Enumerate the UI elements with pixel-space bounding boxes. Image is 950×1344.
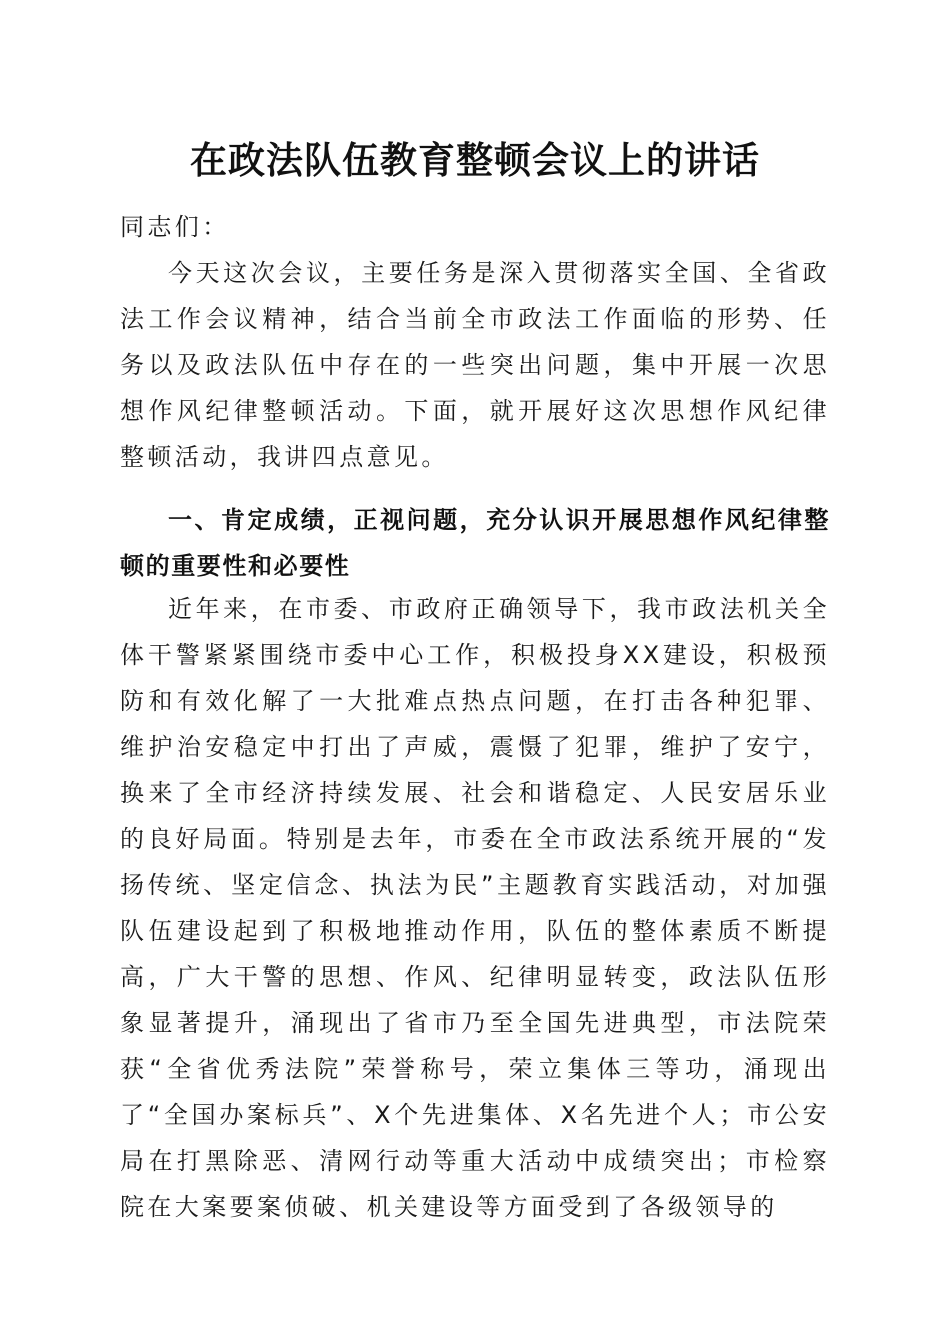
section-heading: 一、肯定成绩，正视问题，充分认识开展思想作风纪律整顿的重要性和必要性 bbox=[120, 506, 830, 580]
salutation: 同志们： bbox=[120, 213, 230, 241]
intro-paragraph: 今天这次会议，主要任务是深入贯彻落实全国、全省政法工作会议精神，结合当前全市政法工作面临的形势、任务以及政法队伍中存在的一些突出问题，集中开展一次思想作风纪律整顿活动。下面，就开展好这次思想作风纪律整顿活动，我讲四点意见。 bbox=[120, 259, 830, 471]
document-title: 在政法队伍教育整顿会议上的讲话 bbox=[190, 138, 760, 182]
body-paragraph: 近年来，在市委、市政府正确领导下，我市政法机关全体干警紧紧围绕市委中心工作，积极投身XX建设，积极预防和有效化解了一大批难点热点问题，在打击各种犯罪、维护治安稳定中打出了声威，震慑了犯罪，维护了安宁，换来了全市经济持续发展、社会和谐稳定、人民安居乐业的良好局面。特别是去年，市委在全市政法系统开展的“发扬传统、坚定信念、执法为民”主题教育实践活动，对加强队伍建设起到了积极地推动作用，队伍的整体素质不断提高，广大干警的思想、作风、纪律明显转变，政法队伍形象显著提升，涌现出了省市乃至全国先进典型，市法院荣获“全省优秀法院”荣誉称号，荣立集体三等功，涌现出了“全国办案标兵”、X个先进集体、X名先进个人；市公安局在打黑除恶、清网行动等重大活动中成绩突出；市检察院在大案要案侦破、机关建设等方面受到了各级领导的 bbox=[120, 595, 830, 1221]
